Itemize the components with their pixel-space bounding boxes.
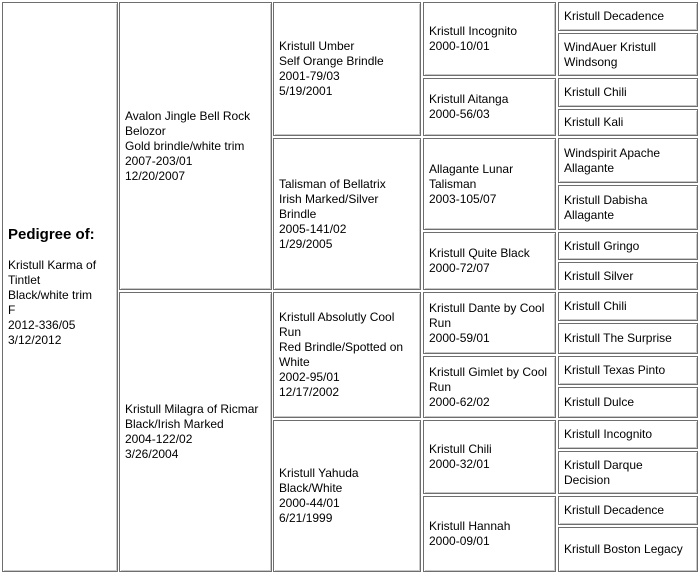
great-great-grandparent-cell [558,185,698,230]
sire-color: Gold brindle/white trim [125,138,245,153]
great-great-grandparent-name: Kristull Decadence [564,503,665,517]
dam-cell [119,292,272,572]
great-grandparent-cell [423,78,556,136]
grandparent-name: Kristull Absolutly Cool Run [279,310,395,339]
dam-reg: 2004-122/02 [125,432,193,446]
great-grandparent-name: Kristull Gimlet by Cool Run [429,364,548,394]
grandparent-color: Red Brindle/Spotted on White [279,340,404,369]
sire-reg: 2007-203/01 [125,153,193,168]
grandparent-dob: 1/29/2005 [279,236,333,251]
great-grandparent-name: Kristull Quite Black [429,246,530,260]
great-great-grandparent-name: Kristull Incognito [564,427,653,441]
great-great-grandparent-name: Kristull Chili [564,299,627,313]
great-great-grandparent-name: Kristull Boston Legacy [564,542,683,556]
great-grandparent-cell [423,292,556,354]
great-grandparent-cell [423,496,556,572]
great-great-grandparent-cell [558,387,698,418]
great-great-grandparent-cell [558,323,698,354]
great-great-grandparent-cell [558,78,698,107]
grandparent-name: Kristull Umber [279,39,355,53]
great-grandparent-name: Kristull Incognito [429,24,518,38]
great-great-grandparent-cell [558,420,698,449]
great-great-grandparent-cell [558,356,698,385]
great-grandparent-reg: 2000-62/02 [429,394,490,409]
great-grandparent-name: Kristull Aitanga [429,92,509,106]
grandparent-name: Kristull Yahuda [279,466,359,480]
great-grandparent-reg: 2000-56/03 [429,107,490,121]
subject-cell [2,2,118,572]
grandparent-reg: 2000-44/01 [279,496,340,510]
great-grandparent-reg: 2000-09/01 [429,534,490,548]
grandparent-reg: 2001-79/03 [279,69,340,83]
great-great-grandparent-cell [558,109,698,136]
grandparent-color: Self Orange Brindle [279,54,384,68]
dam-dob: 3/26/2004 [125,447,179,461]
grandparent-cell [273,420,421,572]
great-grandparent-cell [423,2,556,76]
grandparent-color: Irish Marked/Silver Brindle [279,191,379,221]
great-grandparent-name: Kristull Chili [429,442,492,456]
great-grandparent-cell [423,420,556,494]
great-grandparent-cell [423,356,556,418]
great-grandparent-reg: 2000-59/01 [429,330,490,345]
subject-dob: 3/12/2012 [8,333,62,347]
great-great-grandparent-cell [558,232,698,260]
sire-cell [119,2,272,290]
great-great-grandparent-cell [558,33,698,76]
great-grandparent-name: Allagante Lunar Talisman [429,161,514,191]
great-great-grandparent-cell [558,292,698,321]
great-great-grandparent-name: Kristull The Surprise [564,331,672,345]
great-great-grandparent-name: Windspirit Apache Allagante [564,145,661,175]
grandparent-cell [273,138,421,290]
great-great-grandparent-name: Kristull Dabisha Allagante [564,192,648,222]
subject-name: Kristull Karma of Tintlet [8,258,97,287]
grandparent-cell [273,2,421,136]
grandparent-dob: 12/17/2002 [279,385,340,399]
great-great-grandparent-name: Kristull Texas Pinto [564,363,666,377]
great-grandparent-reg: 2000-10/01 [429,39,490,53]
grandparent-name: Talisman of Bellatrix [279,176,386,191]
subject-color: Black/white trim [8,288,93,302]
subject-sex: F [8,303,16,317]
great-great-grandparent-cell [558,451,698,494]
grandparent-reg: 2005-141/02 [279,221,347,236]
great-great-grandparent-name: Kristull Silver [564,268,634,283]
sire-name: Avalon Jingle Bell Rock Belozor [125,108,251,138]
great-grandparent-reg: 2000-72/07 [429,261,490,275]
great-great-grandparent-name: Kristull Dulce [564,395,635,409]
great-great-grandparent-cell [558,262,698,290]
dam-name: Kristull Milagra of Ricmar [125,402,259,416]
grandparent-dob: 6/21/1999 [279,511,333,525]
great-great-grandparent-cell [558,2,698,31]
great-great-grandparent-name: Kristull Decadence [564,9,665,23]
grandparent-reg: 2002-95/01 [279,370,340,384]
grandparent-color: Black/White [279,481,343,495]
pedigree-heading: Pedigree of: [8,226,95,243]
grandparent-cell [273,292,421,418]
dam-color: Black/Irish Marked [125,417,224,431]
great-grandparent-reg: 2000-32/01 [429,457,490,471]
great-grandparent-reg: 2003-105/07 [429,191,497,206]
great-great-grandparent-name: Kristull Chili [564,85,627,99]
great-grandparent-name: Kristull Dante by Cool Run [429,300,545,330]
great-grandparent-cell [423,138,556,230]
great-great-grandparent-name: Kristull Gringo [564,238,640,253]
great-great-grandparent-name: Kristull Kali [564,115,624,129]
great-great-grandparent-cell [558,496,698,525]
great-great-grandparent-cell [558,138,698,183]
great-great-grandparent-name: Kristull Darque Decision [564,457,643,487]
great-great-grandparent-cell [558,527,698,572]
sire-dob: 12/20/2007 [125,168,186,183]
grandparent-dob: 5/19/2001 [279,84,333,98]
great-grandparent-cell [423,232,556,290]
great-great-grandparent-name: WindAuer Kristull Windsong [564,39,657,69]
great-grandparent-name: Kristull Hannah [429,519,511,533]
subject-reg: 2012-336/05 [8,318,76,332]
